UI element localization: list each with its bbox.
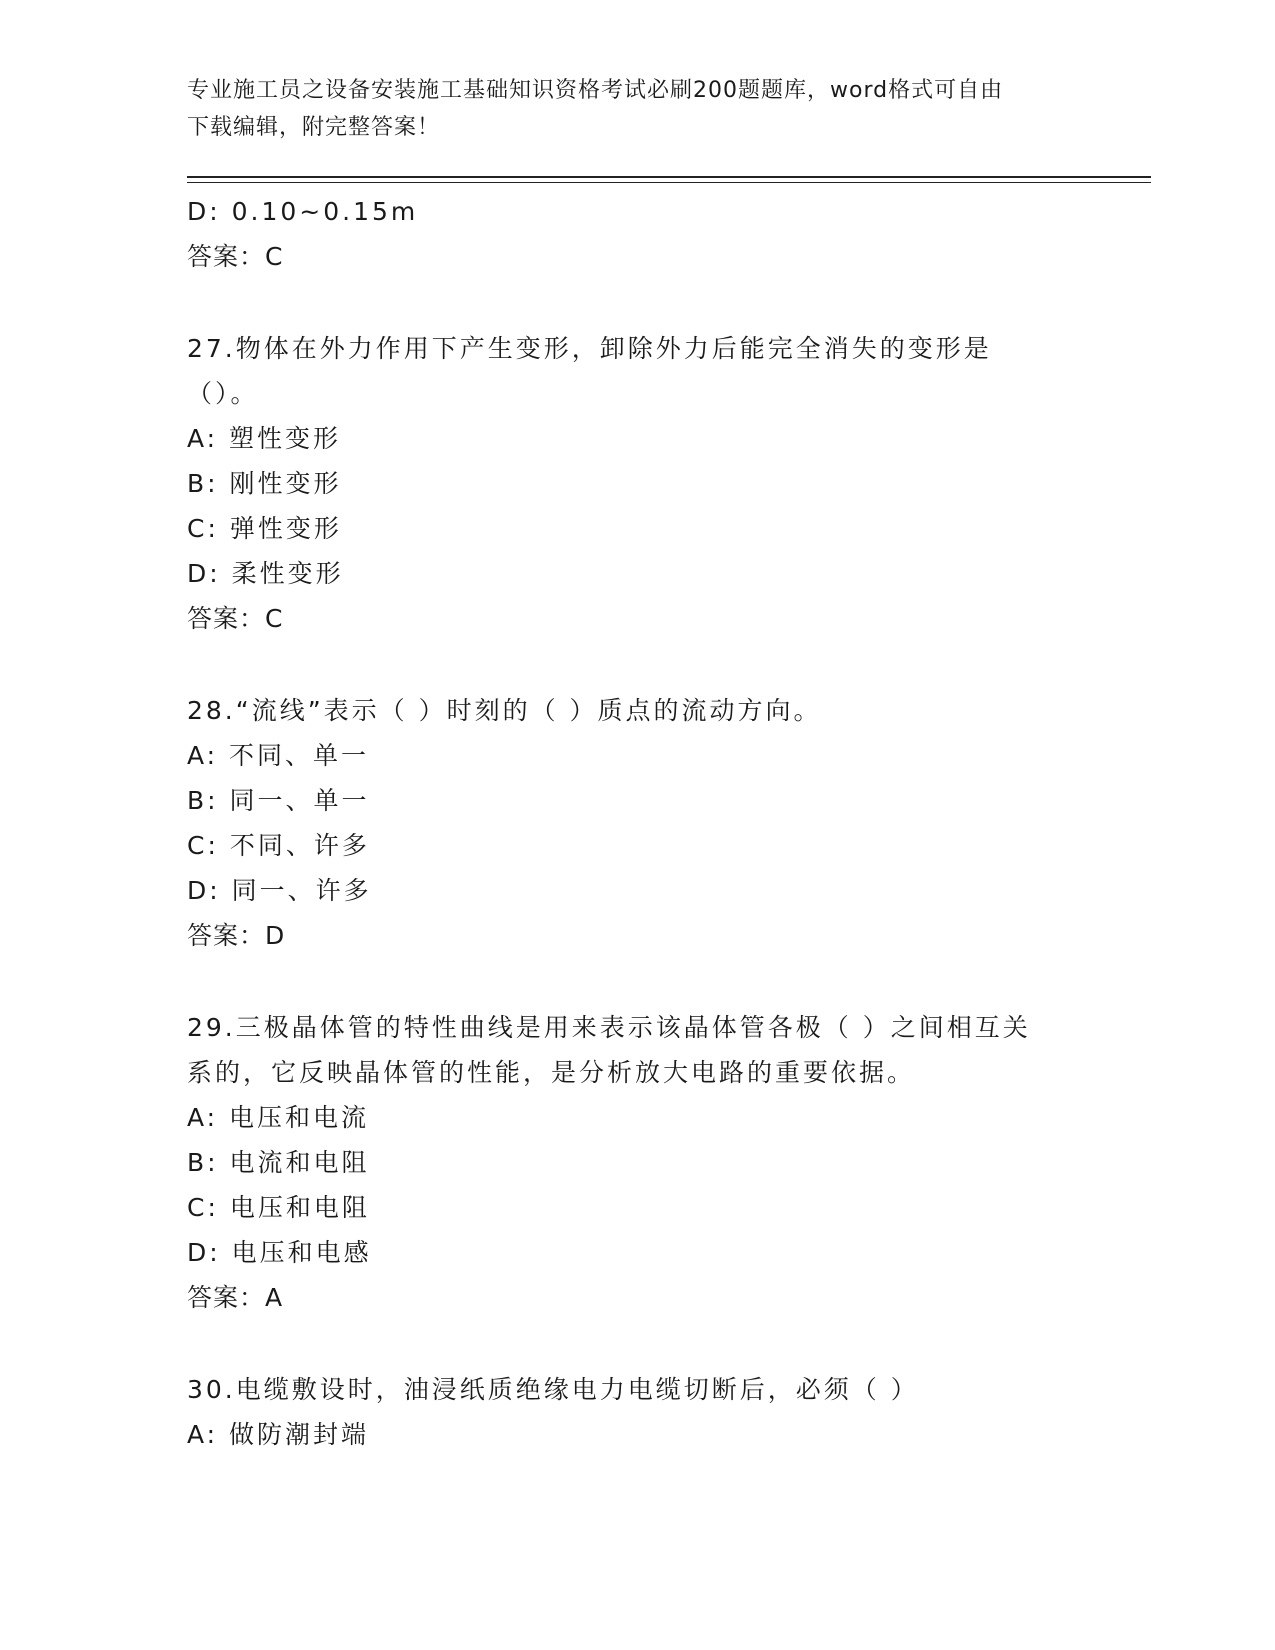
option-a: A: 做防潮封端 xyxy=(187,1420,370,1449)
question-29 xyxy=(187,1005,1087,1320)
option-d: D: 电压和电感 xyxy=(187,1238,372,1267)
carryover-answer: 答案：C xyxy=(187,242,284,271)
option-d: D: 同一、许多 xyxy=(187,876,372,905)
question-content xyxy=(187,189,1087,1457)
option-a: A: 电压和电流 xyxy=(187,1103,370,1132)
header-line-1: 专业施工员之设备安装施工基础知识资格考试必刷200题题库，word格式可自由 xyxy=(187,78,1004,103)
question-stem: 29.三极晶体管的特性曲线是用来表示该晶体管各极（ ）之间相互关系的，它反映晶体管的性能，是分析放大电路的重要依据。 xyxy=(187,1013,1031,1087)
header-line-2: 下载编辑，附完整答案！ xyxy=(187,115,441,140)
header-rule-thin xyxy=(187,182,1151,183)
question-stem: 30.电缆敷设时，油浸纸质绝缘电力电缆切断后，必须（ ） xyxy=(187,1375,919,1404)
option-c: C: 弹性变形 xyxy=(187,514,342,543)
carryover-option-d: D: 0.10~0.15m xyxy=(187,197,419,226)
option-c: C: 不同、许多 xyxy=(187,831,370,860)
option-a: A: 不同、单一 xyxy=(187,741,370,770)
header-rule-thick xyxy=(187,176,1151,178)
page-header xyxy=(187,72,1087,146)
answer: 答案：C xyxy=(187,604,284,633)
spacer xyxy=(187,641,1087,688)
option-a: A: 塑性变形 xyxy=(187,424,342,453)
option-d: D: 柔性变形 xyxy=(187,559,344,588)
option-c: C: 电压和电阻 xyxy=(187,1193,370,1222)
spacer xyxy=(187,958,1087,1005)
option-b: B: 刚性变形 xyxy=(187,469,342,498)
question-28 xyxy=(187,688,1087,958)
question-27 xyxy=(187,326,1087,641)
question-stem: 27.物体在外力作用下产生变形，卸除外力后能完全消失的变形是（）。 xyxy=(187,334,992,408)
spacer xyxy=(187,279,1087,326)
question-30 xyxy=(187,1367,1087,1457)
answer: 答案：D xyxy=(187,921,286,950)
question-stem: 28.“流线”表示（ ）时刻的（ ）质点的流动方向。 xyxy=(187,696,822,725)
answer: 答案：A xyxy=(187,1283,284,1312)
spacer xyxy=(187,1320,1087,1367)
option-b: B: 同一、单一 xyxy=(187,786,370,815)
option-b: B: 电流和电阻 xyxy=(187,1148,370,1177)
